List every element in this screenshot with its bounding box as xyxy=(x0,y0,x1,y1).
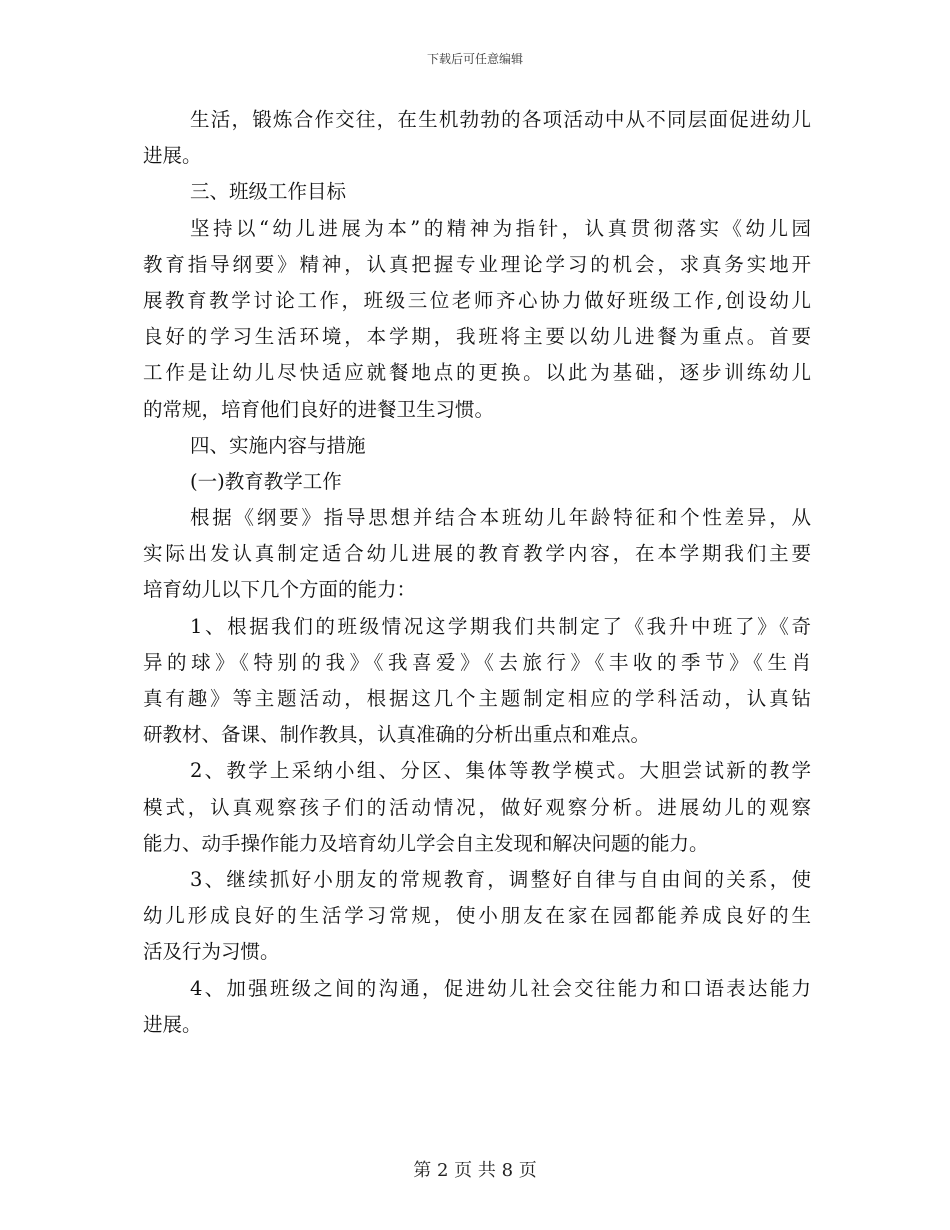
text-line: 进展。 xyxy=(143,144,202,168)
paragraph xyxy=(143,609,811,754)
section-heading xyxy=(143,428,811,464)
page-footer: 第 2 页 共 8 页 xyxy=(413,1160,537,1181)
text-line: 实际出发认真制定适合幼儿进展的教育教学内容，在本学期我们主要 xyxy=(143,542,811,566)
text-line: 能力、动手操作能力及培育幼儿学会自主发现和解决问题的能力。 xyxy=(143,831,709,855)
text-line: 良好的学习生活环境，本学期，我班将主要以幼儿进餐为重点。首要 xyxy=(143,325,811,349)
text-line: 教育指导纲要》精神，认真把握专业理论学习的机会，求真务实地开 xyxy=(143,252,811,276)
paragraph xyxy=(143,862,811,971)
text-line: 四、实施内容与措施 xyxy=(190,433,366,457)
text-line: 展教育教学讨论工作，班级三位老师齐心协力做好班级工作,创设幼儿 xyxy=(143,288,811,312)
text-line: 三、班级工作目标 xyxy=(190,180,347,204)
page-header: 下载后可任意编辑 xyxy=(426,52,523,66)
text-line: 模式，认真观察孩子们的活动情况，做好观察分析。进展幼儿的观察 xyxy=(143,795,811,819)
paragraph xyxy=(143,753,811,862)
text-line: 活及行为习惯。 xyxy=(143,940,280,964)
text-line: 生活，锻炼合作交往，在生机勃勃的各项活动中从不同层面促进幼儿 xyxy=(190,108,811,131)
paragraph xyxy=(143,971,811,1043)
section-heading xyxy=(143,174,811,210)
text-line: 研教材、备课、制作教具，认真准确的分析出重点和难点。 xyxy=(143,723,651,747)
text-line: 的常规，培育他们良好的进餐卫生习惯。 xyxy=(143,397,495,421)
text-line: 4、加强班级之间的沟通，促进幼儿社会交往能力和口语表达能力 xyxy=(190,976,811,1000)
section-heading xyxy=(143,464,811,500)
text-line: 根据《纲要》指导思想并结合本班幼儿年龄特征和个性差异，从 xyxy=(190,506,811,530)
text-line: 工作是让幼儿尽快适应就餐地点的更换。以此为基础，逐步训练幼儿 xyxy=(143,361,811,385)
text-line: 培育幼儿以下几个方面的能力： xyxy=(143,578,417,602)
paragraph xyxy=(143,102,811,174)
paragraph xyxy=(143,500,811,609)
text-line: 幼儿形成良好的生活学习常规，使小朋友在家在园都能养成良好的生 xyxy=(143,904,811,928)
text-line: (一)教育教学工作 xyxy=(190,469,342,493)
text-line: 异的球》《特别的我》《我喜爱》《去旅行》《丰收的季节》《生肖 xyxy=(143,650,811,674)
paragraph xyxy=(143,211,811,428)
text-line: 真有趣》等主题活动，根据这几个主题制定相应的学科活动，认真钻 xyxy=(143,687,811,710)
text-line: 2、教学上采纳小组、分区、集体等教学模式。大胆尝试新的教学 xyxy=(190,759,811,783)
text-line: 进展。 xyxy=(143,1012,202,1036)
text-line: 3、继续抓好小朋友的常规教育，调整好自律与自由间的关系，使 xyxy=(190,867,811,891)
document-body xyxy=(143,102,811,1043)
text-line: 坚持以“幼儿进展为本”的精神为指针，认真贯彻落实《幼儿园 xyxy=(190,216,811,240)
text-line: 1、根据我们的班级情况这学期我们共制定了《我升中班了》《奇 xyxy=(190,614,811,638)
